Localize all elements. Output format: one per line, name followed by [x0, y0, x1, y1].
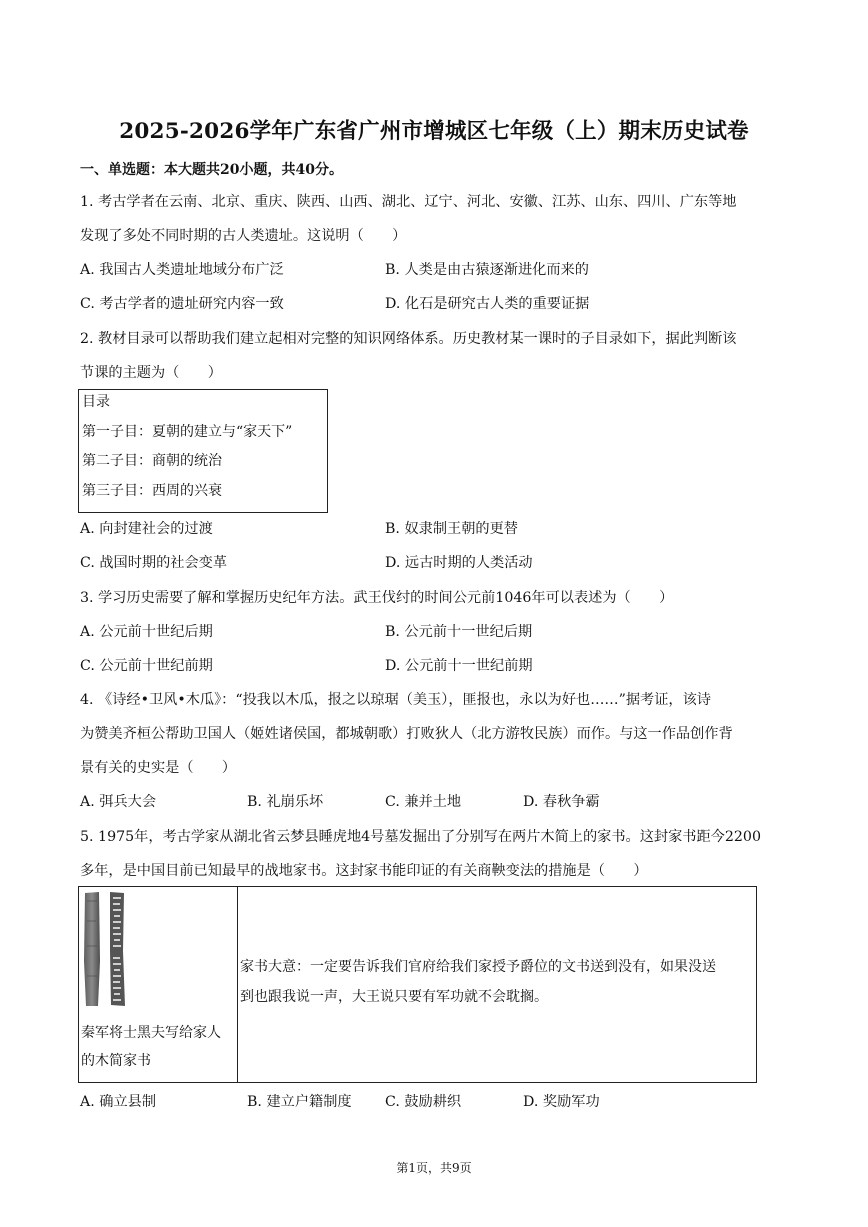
q4-option-d[interactable]: D. 春秋争霸 — [523, 794, 600, 810]
q1-stem-line1: 1. 考古学者在云南、北京、重庆、陕西、山西、湖北、辽宁、河北、安徽、江苏、山东、四川、广东等地 — [80, 194, 737, 210]
q4-option-a[interactable]: A. 弭兵大会 — [80, 794, 157, 810]
q5-option-b[interactable]: B. 建立户籍制度 — [247, 1094, 352, 1110]
q5-stem-line1: 5. 1975年，考古学家从湖北省云梦县睡虎地4号墓发掘出了分别写在两片木简上的家书。这封家书距今2200 — [80, 829, 761, 845]
q3-stem: 3. 学习历史需要了解和掌握历史纪年方法。武王伐纣的时间公元前1046年可以表述为（ ） — [80, 590, 674, 606]
q1-option-c[interactable]: C. 考古学者的遗址研究内容一致 — [80, 296, 284, 312]
bamboo-slip-image — [82, 891, 102, 1007]
q5-stem-line2: 多年，是中国目前已知最早的战地家书。这封家书能印证的有关商鞅变法的措施是（ ） — [80, 863, 648, 879]
image-caption-line1: 秦军将士黑夫写给家人 — [81, 1025, 221, 1041]
toc-item: 第三子目：西周的兴衰 — [82, 483, 222, 499]
q1-option-b[interactable]: B. 人类是由古猿逐渐进化而来的 — [385, 262, 589, 278]
letter-summary-line1: 家书大意：一定要告诉我们官府给我们家授予爵位的文书送到没有，如果没送 — [240, 959, 716, 975]
exam-title: 2025-2026学年广东省广州市增城区七年级（上）期末历史试卷 — [119, 119, 749, 144]
table-of-contents-box — [78, 389, 328, 513]
section-heading: 一、单选题：本大题共20小题，共40分。 — [80, 162, 343, 178]
toc-heading: 目录 — [82, 394, 110, 410]
q4-stem-line3: 景有关的史实是（ ） — [80, 760, 237, 776]
toc-item: 第一子目：夏朝的建立与“家天下” — [82, 424, 293, 440]
q5-option-a[interactable]: A. 确立县制 — [80, 1094, 157, 1110]
q2-stem-line2: 节课的主题为（ ） — [80, 365, 222, 381]
letter-summary-line2: 到也跟我说一声，大王说只要有军功就不会耽搁。 — [240, 989, 548, 1005]
image-caption-line2: 的木简家书 — [81, 1053, 151, 1069]
q4-stem-line1: 4. 《诗经•卫风•木瓜》：“投我以木瓜，报之以琼琚（美玉），匪报也，永以为好也……”据考证，该诗 — [80, 692, 711, 708]
q4-option-b[interactable]: B. 礼崩乐坏 — [247, 794, 324, 810]
bamboo-slip-image — [107, 891, 127, 1007]
q2-stem-line1: 2. 教材目录可以帮助我们建立起相对完整的知识网络体系。历史教材某一课时的子目录如下，据此判断该 — [80, 331, 737, 347]
q1-stem-line2: 发现了多处不同时期的古人类遗址。这说明（ ） — [80, 228, 407, 244]
q3-option-b[interactable]: B. 公元前十一世纪后期 — [385, 624, 533, 640]
q2-option-d[interactable]: D. 远古时期的人类活动 — [385, 555, 533, 571]
q4-stem-line2: 为赞美齐桓公帮助卫国人（姬姓诸侯国，都城朝歌）打败狄人（北方游牧民族）而作。与这一作品创作背 — [80, 726, 733, 742]
q4-option-c[interactable]: C. 兼并土地 — [385, 794, 462, 810]
source-image-cell — [79, 887, 238, 1083]
q2-option-b[interactable]: B. 奴隶制王朝的更替 — [385, 521, 518, 537]
q3-option-c[interactable]: C. 公元前十世纪前期 — [80, 658, 213, 674]
q5-option-d[interactable]: D. 奖励军功 — [523, 1094, 600, 1110]
q3-option-a[interactable]: A. 公元前十世纪后期 — [80, 624, 213, 640]
q2-option-c[interactable]: C. 战国时期的社会变革 — [80, 555, 228, 571]
q2-option-a[interactable]: A. 向封建社会的过渡 — [80, 521, 213, 537]
q3-option-d[interactable]: D. 公元前十一世纪前期 — [385, 658, 533, 674]
q5-source-table — [78, 886, 757, 1083]
q5-option-c[interactable]: C. 鼓励耕织 — [385, 1094, 462, 1110]
q1-option-d[interactable]: D. 化石是研究古人类的重要证据 — [385, 296, 590, 312]
toc-item: 第二子目：商朝的统治 — [82, 453, 222, 469]
source-text-cell — [238, 887, 757, 1083]
q1-option-a[interactable]: A. 我国古人类遗址地域分布广泛 — [80, 262, 284, 278]
page-number-footer: 第1页，共9页 — [396, 1161, 472, 1175]
